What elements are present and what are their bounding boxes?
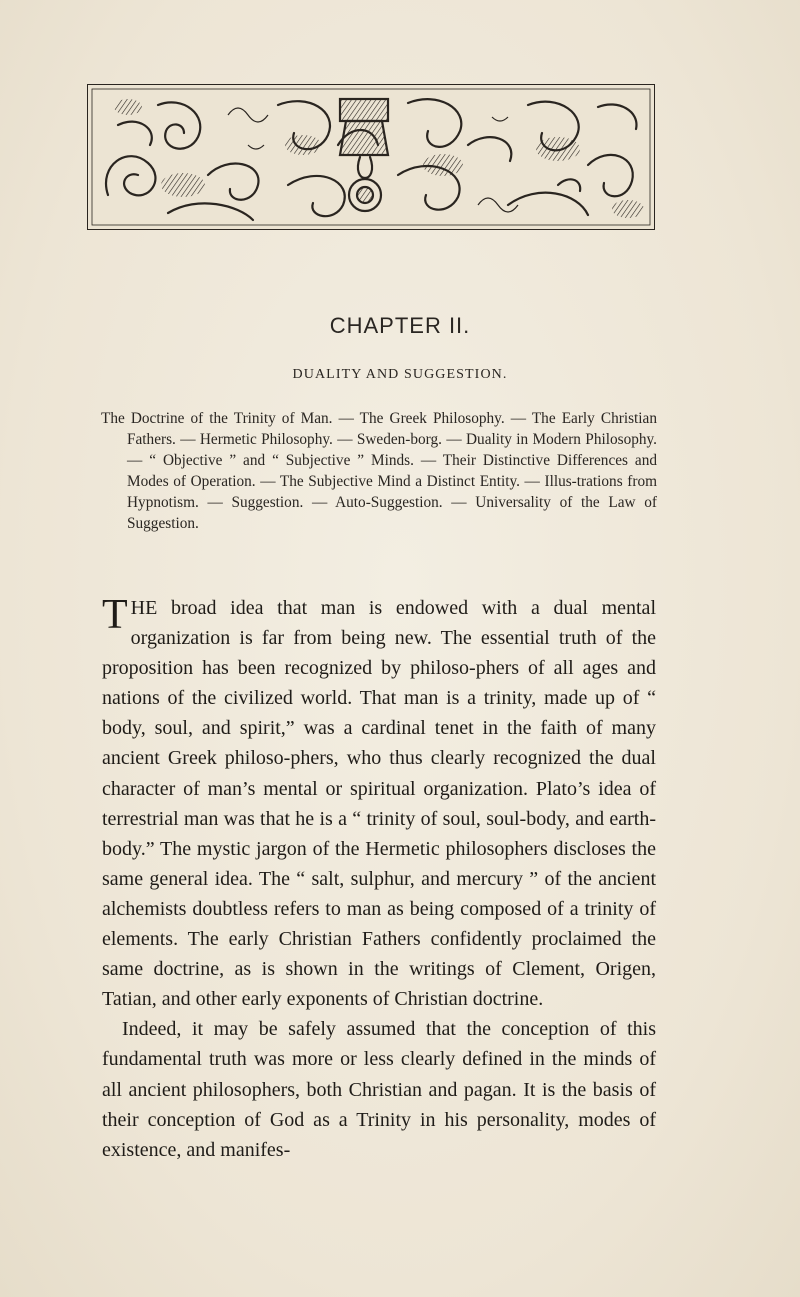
body-text [102, 593, 656, 1165]
scrollwork-ornament-icon [88, 85, 654, 229]
chapter-title: CHAPTER II. [329, 313, 471, 338]
paragraph-2: Indeed, it may be safely assumed that the conception of this fundamental truth was more or less clearly defined in the minds of all ancient philosophers, both Christian and pagan. It is the basis of their conception of God as a Trinity in his personality, modes of existence, and manifes- [102, 1018, 656, 1161]
chapter-subtitle: DUALITY AND SUGGESTION. [292, 367, 508, 382]
decorative-headpiece-ornament [87, 84, 655, 230]
paragraph-1-text: HE broad idea that man is endowed with a dual mental organization is far from being new. The essential truth of the proposition has been recognized by philoso-phers of all ages and nations of the civilized world. That man is a trinity, made up of “ body, soul, and spirit,” was a cardinal tenet in the faith of many ancient Greek philoso-phers, who thus clearly recognized the dual character of man’s mental or spiritual organization. Plato’s idea of terrestrial man was that he is a “ trinity of soul, soul-body, and earth-body.” The mystic jargon of the Hermetic philosophers discloses the same general idea. The “ salt, sulphur, and mercury ” of the ancient alchemists doubtless refers to man as being composed of a trinity of elements. The early Christian Fathers confidently proclaimed the same doctrine, as is shown in the writings of Clement, Origen, Tatian, and other early exponents of Christian doctrine. [102, 597, 656, 1011]
chapter-synopsis: The Doctrine of the Trinity of Man. — The Greek Philosophy. — The Early Christian Fathers. — Hermetic Philosophy. — Sweden-borg. — Duality in Modern Philosophy. — “ Objective ” and “ Subjective ” Minds. — Their Distinctive Differences and Modes of Operation. — The Subjective Mind a Distinct Entity. — Illus-trations from Hypnotism. — Suggestion. — Auto-Suggestion. — Universality of the Law of Suggestion. [101, 410, 657, 532]
paragraph-1 [102, 593, 656, 1014]
drop-cap: T [102, 592, 128, 638]
